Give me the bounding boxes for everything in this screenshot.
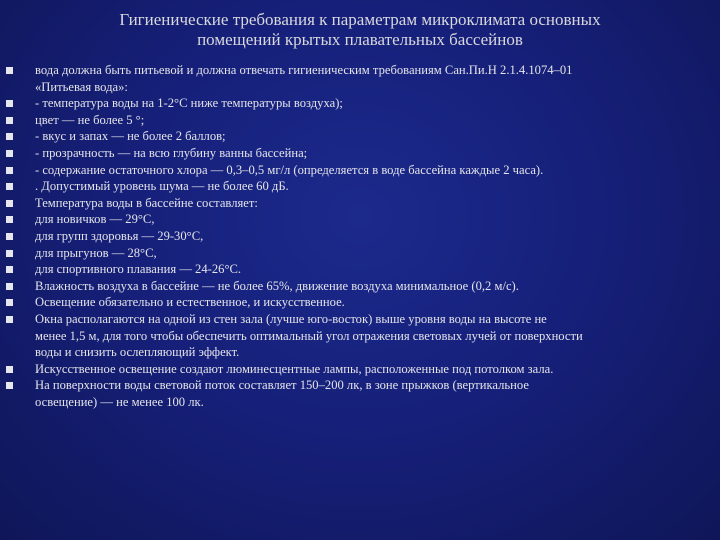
list-item	[0, 145, 720, 162]
bullet-square-icon	[6, 150, 13, 157]
bullet-square-icon	[6, 299, 13, 306]
slide-title-line-1: Гигиенические требования к параметрам микроклимата основных	[119, 10, 601, 29]
list-item-text: для спортивного плавания — 24-26°С.	[35, 262, 242, 277]
list-item	[0, 128, 720, 145]
list-item	[0, 211, 720, 228]
bullet-square-icon	[6, 316, 13, 323]
list-item-text: - прозрачность — на всю глубину ванны бассейна;	[35, 145, 308, 160]
list-item	[0, 162, 720, 179]
list-item	[0, 228, 720, 245]
list-item-text: цвет — не более 5 °;	[35, 112, 145, 127]
list-item-text: Искусственное освещение создают люминесцентные лампы, расположенные под потолком зала.	[35, 361, 554, 376]
list-item	[0, 377, 720, 410]
list-item	[0, 311, 720, 361]
bullet-square-icon	[6, 382, 13, 389]
list-item	[0, 62, 720, 95]
list-item-text: освещение) — не менее 100 лк.	[35, 394, 204, 409]
list-item-text: На поверхности воды световой поток составляет 150–200 лк, в зоне прыжков (вертикальное	[35, 378, 529, 393]
bullet-list	[0, 62, 720, 410]
list-item	[0, 95, 720, 112]
list-item-text: - вкус и запах — не более 2 баллов;	[35, 129, 226, 144]
list-item-text: Освещение обязательно и естественное, и искусственное.	[35, 295, 345, 310]
bullet-square-icon	[6, 133, 13, 140]
list-item-text: менее 1,5 м, для того чтобы обеспечить оптимальный угол отражения световых лучей от поверхности	[35, 328, 583, 343]
bullet-square-icon	[6, 117, 13, 124]
list-item	[0, 294, 720, 311]
bullet-square-icon	[6, 366, 13, 373]
list-item-text: . Допустимый уровень шума — не более 60 дБ.	[35, 179, 289, 194]
bullet-square-icon	[6, 233, 13, 240]
bullet-square-icon	[6, 283, 13, 290]
list-item	[0, 195, 720, 212]
bullet-square-icon	[6, 266, 13, 273]
list-item-text: для новичков — 29°С,	[35, 212, 155, 227]
list-item	[0, 245, 720, 262]
list-item-text: вода должна быть питьевой и должна отвечать гигиеническим требованиям Сан.Пи.Н 2.1.4.1074–01	[35, 63, 573, 77]
bullet-square-icon	[6, 167, 13, 174]
list-item-text: - содержание остаточного хлора — 0,3–0,5 мг/л (определяется в воде бассейна каждые 2 часа).	[35, 162, 544, 177]
slide-title	[60, 10, 660, 50]
list-item	[0, 278, 720, 295]
list-item-text: - температура воды на 1-2°С ниже температуры воздуха);	[35, 96, 343, 111]
list-item	[0, 261, 720, 278]
list-item-text: воды и снизить ослепляющий эффект.	[35, 345, 240, 360]
slide-title-line-2: помещений крытых плавательных бассейнов	[197, 30, 523, 49]
list-item	[0, 361, 720, 378]
list-item-text: для прыгунов — 28°С,	[35, 245, 157, 260]
list-item	[0, 112, 720, 129]
list-item-text: Влажность воздуха в бассейне — не более 65%, движение воздуха минимальное (0,2 м/с).	[35, 278, 519, 293]
list-item-text: для групп здоровья — 29-30°С,	[35, 228, 204, 243]
bullet-square-icon	[6, 183, 13, 190]
list-item	[0, 178, 720, 195]
list-item-text: Температура воды в бассейне составляет:	[35, 195, 258, 210]
bullet-square-icon	[6, 100, 13, 107]
bullet-square-icon	[6, 200, 13, 207]
bullet-square-icon	[6, 250, 13, 257]
bullet-square-icon	[6, 67, 13, 74]
bullet-square-icon	[6, 216, 13, 223]
list-item-text: Окна располагаются на одной из стен зала (лучше юго-восток) выше уровня воды на высоте не	[35, 311, 547, 326]
list-item-text: «Питьевая вода»:	[35, 79, 128, 94]
